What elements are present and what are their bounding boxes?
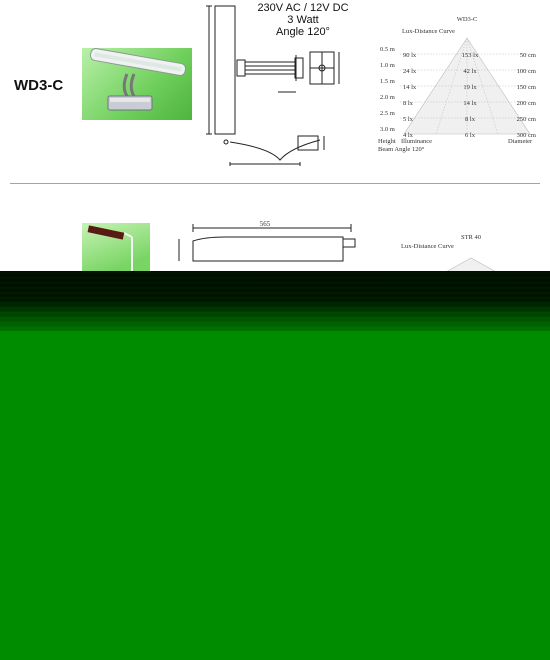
model-label: WD3-C <box>14 77 64 94</box>
illuminance-center-label: 6 lx <box>465 132 475 139</box>
diameter-label: 300 cm <box>516 132 536 139</box>
lux-chart-title: Lux-Distance Curve <box>402 28 455 35</box>
illuminance-edge-label: 90 lx <box>403 52 417 59</box>
height-label: 1.5 m <box>380 78 395 85</box>
dimension-width: 565 <box>259 220 271 228</box>
lux-chart-2-code: STR 40 <box>460 234 482 241</box>
illuminance-edge-label: 8 lx <box>403 100 413 107</box>
height-label: 3.0 m <box>380 126 395 133</box>
illuminance-center-label: 42 lx <box>463 68 477 75</box>
height-label: 2.0 m <box>380 94 395 101</box>
diameter-label: 100 cm <box>516 68 536 75</box>
illuminance-edge-label: 5 lx <box>403 116 413 123</box>
height-label: 0.5 m <box>380 46 395 53</box>
product-photo <box>82 48 192 120</box>
illuminance-edge-label: 14 lx <box>403 84 417 91</box>
spec-wattage: 3 Watt <box>287 14 319 26</box>
footer-illuminance: Illuminance <box>401 138 433 145</box>
diameter-label: 250 cm <box>516 116 536 123</box>
lux-chart-code: WD3-C <box>456 16 478 23</box>
section-divider <box>10 183 540 184</box>
technical-drawing <box>200 0 350 180</box>
footer-height: Height <box>378 138 396 145</box>
height-label: 1.0 m <box>380 62 395 69</box>
diameter-label: 50 cm <box>519 52 536 59</box>
illuminance-center-label: 14 lx <box>463 100 477 107</box>
footer-beam-angle: Beam Angle 120° <box>378 146 425 153</box>
illuminance-center-label: 8 lx <box>465 116 475 123</box>
lamp-illustration <box>82 48 192 120</box>
green-fade <box>0 300 550 340</box>
illuminance-edge-label: 4 lx <box>403 132 413 139</box>
spec-angle: Angle 120° <box>276 26 330 38</box>
diameter-label: 150 cm <box>516 84 536 91</box>
diameter-label: 200 cm <box>516 100 536 107</box>
illuminance-center-label: 153 lx <box>461 52 479 59</box>
technical-drawing-2 <box>165 215 365 275</box>
lux-distance-chart <box>372 12 542 157</box>
illuminance-center-label: 19 lx <box>463 84 477 91</box>
lux-chart-2-title: Lux-Distance Curve <box>401 243 454 250</box>
illuminance-edge-label: 24 lx <box>403 68 417 75</box>
footer-diameter: Diameter <box>508 138 533 145</box>
height-label: 2.5 m <box>380 110 395 117</box>
spec-voltage: 230V AC / 12V DC <box>257 2 349 14</box>
